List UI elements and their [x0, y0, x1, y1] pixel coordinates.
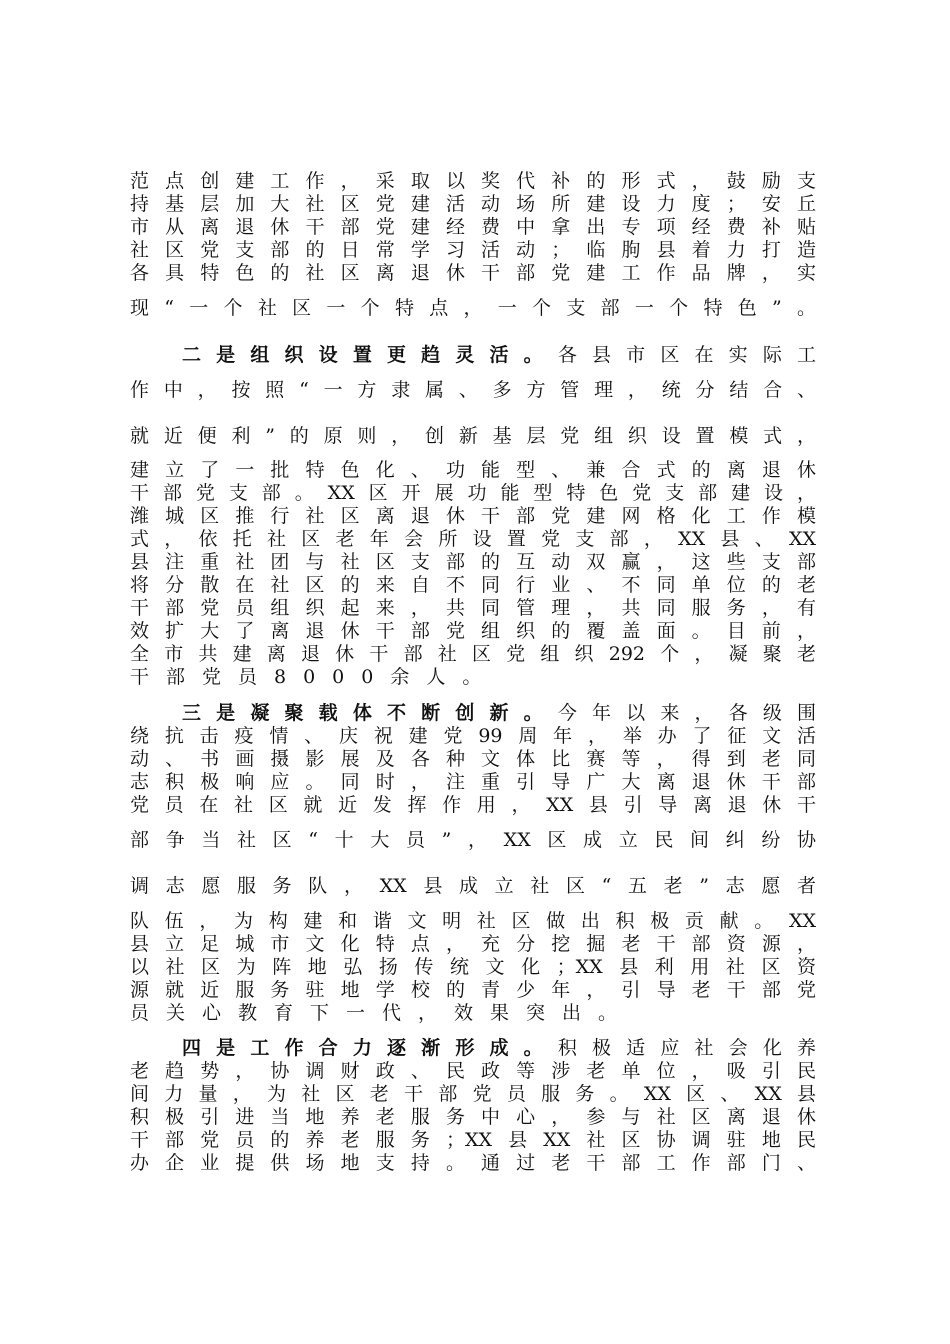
- text-line: 全市共建离退休干部社区党组织292个，凝聚老: [130, 643, 816, 665]
- text-line: 以社区为阵地弘扬传统文化；XX县利用社区资: [130, 956, 816, 978]
- text-line: 干部党员的养老服务；XX县XX社区协调驻地民: [130, 1129, 816, 1151]
- text-line: 县注重社团与社区支部的互动双赢，这些支部: [130, 551, 816, 573]
- text-line: [182, 702, 816, 725]
- text-line: 范点创建工作，采取以奖代补的形式，鼓励支: [130, 170, 816, 192]
- text-line: 调志愿服务队，XX县成立社区“五老”志愿者: [130, 875, 816, 897]
- paragraph-heading: 四是工作合力逐渐形成。: [182, 1037, 558, 1059]
- text-line: 动、书画摄影展及各种文体比赛等，得到老同: [130, 748, 816, 770]
- text-line: 持基层加大社区党建活动场所建设力度；安丘: [130, 193, 816, 215]
- text-line: 潍城区推行社区离退休干部党建网格化工作模: [130, 505, 816, 527]
- text-line: [182, 344, 816, 367]
- text-line: 老趋势，协调财政、民政等涉老单位，吸引民: [130, 1060, 816, 1082]
- text-line: [182, 1037, 816, 1060]
- text-line: 市从离退休干部党建经费中拿出专项经费补贴: [130, 216, 816, 238]
- text-line: 志积极响应。同时，注重引导广大离退休干部: [130, 771, 816, 793]
- text-span: 各县市区在实际工: [557, 344, 816, 366]
- text-line: 办企业提供场地支持。通过老干部工作部门、: [130, 1152, 816, 1174]
- text-line: 将分散在社区的来自不同行业、不同单位的老: [130, 574, 816, 596]
- text-line: 效扩大了离退休干部党组织的覆盖面。目前，: [130, 620, 816, 642]
- text-span: 今年以来，各级围: [557, 702, 816, 724]
- text-line: 式，依托社区老年会所设置党支部，XX县、XX: [130, 528, 816, 550]
- text-line: 队伍，为构建和谐文明社区做出积极贡献。XX: [130, 910, 816, 932]
- text-line: 绕抗击疫情、庆祝建党99周年，举办了征文活: [130, 725, 816, 747]
- text-line: 干部党员8000余人。: [130, 666, 499, 688]
- text-line: 源就近服务驻地学校的青少年，引导老干部党: [130, 979, 816, 1001]
- paragraph-heading: 二是组织设置更趋灵活。: [182, 344, 558, 366]
- text-line: 间力量，为社区老干部党员服务。XX区、XX县: [130, 1083, 816, 1105]
- text-line: 现“一个社区一个特点，一个支部一个特色”。: [130, 297, 816, 319]
- text-line: 干部党员组织起来，共同管理，共同服务，有: [130, 597, 816, 619]
- text-line: 就近便利”的原则，创新基层党组织设置模式，: [130, 425, 816, 447]
- text-line: 各具特色的社区离退休干部党建工作品牌，实: [130, 262, 816, 284]
- text-line: 党员在社区就近发挥作用，XX县引导离退休干: [130, 794, 816, 816]
- text-span: 积极适应社会化养: [557, 1037, 816, 1059]
- text-line: 建立了一批特色化、功能型、兼合式的离退休: [130, 459, 816, 481]
- text-line: 员关心教育下一代，效果突出。: [130, 1002, 635, 1024]
- text-line: 县立足城市文化特点，充分挖掘老干部资源，: [130, 933, 816, 955]
- paragraph-heading: 三是凝聚载体不断创新。: [182, 702, 558, 724]
- text-line: 干部党支部。XX区开展功能型特色党支部建设，: [130, 482, 816, 504]
- text-line: 积极引进当地养老服务中心，参与社区离退休: [130, 1106, 816, 1128]
- text-line: 作中，按照“一方隶属、多方管理，统分结合、: [130, 379, 816, 401]
- text-line: 部争当社区“十大员”，XX区成立民间纠纷协: [130, 829, 816, 851]
- text-line: 社区党支部的日常学习活动；临朐县着力打造: [130, 239, 816, 261]
